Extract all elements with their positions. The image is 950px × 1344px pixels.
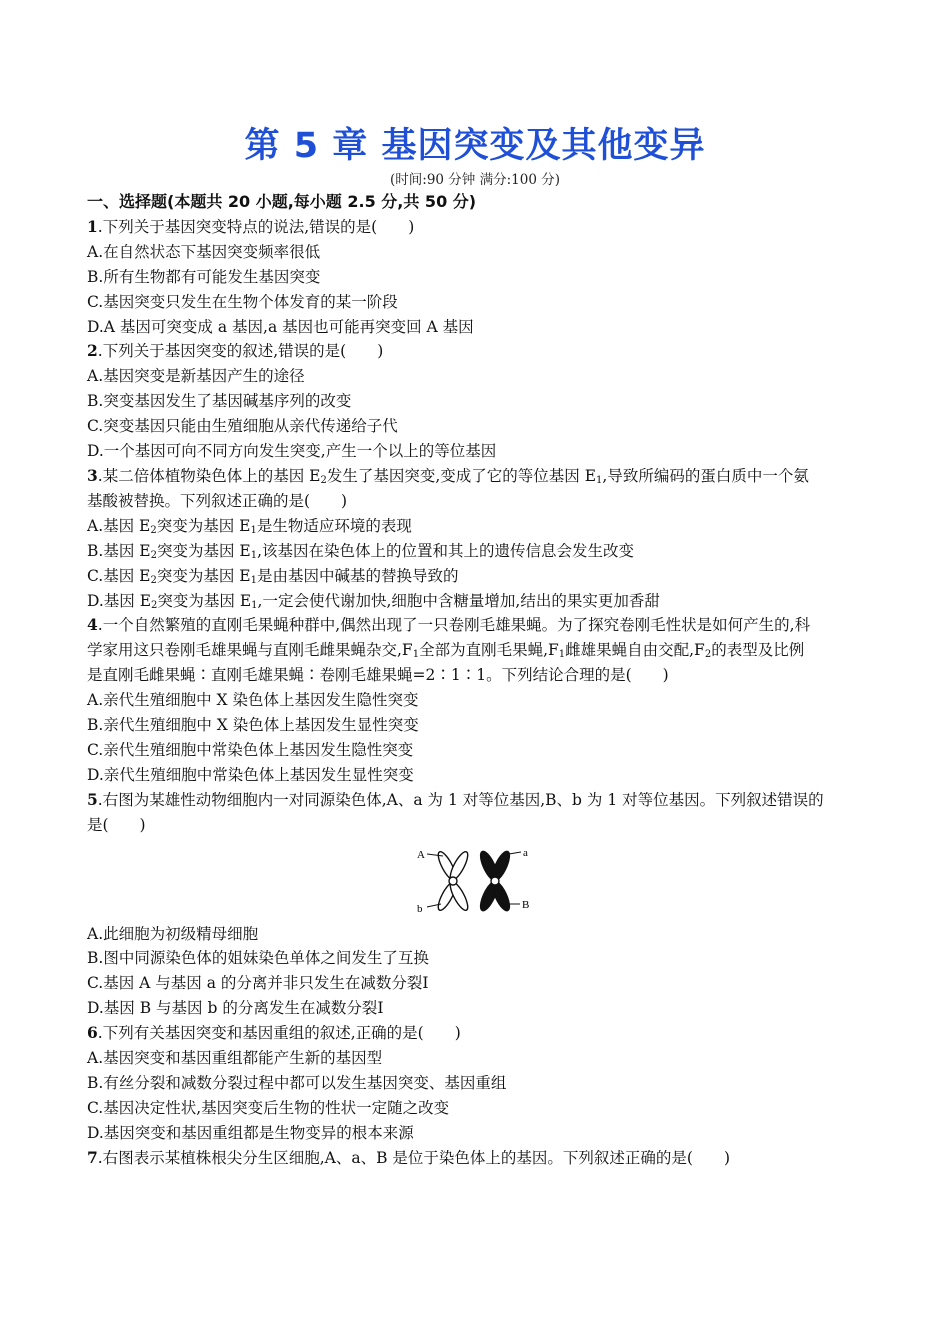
question-6-stem [87, 1021, 867, 1046]
gene-label-B: B [522, 898, 530, 911]
question-text: 基酸被替换。下列叙述正确的是( ) [87, 491, 348, 510]
option: C.基因 A 与基因 a 的分离并非只发生在减数分裂Ⅰ [87, 974, 429, 993]
section-heading: 一、选择题(本题共 20 小题,每小题 2.5 分,共 50 分) [87, 192, 477, 211]
question-text: 学家用这只卷刚毛雄果蝇与直刚毛雌果蝇杂交$,F_1$全部为直刚毛果蝇$,F_1$雌雄果蝇自由交配$,F_2$的表型及比例 [87, 641, 805, 661]
question-2-stem [87, 339, 867, 364]
option: A.此细胞为初级精母细胞 [87, 924, 259, 943]
question-text: .下列关于基因突变特点的说法,错误的是( ) [97, 217, 415, 236]
option: B.突变基因发生了基因碱基序列的改变 [87, 392, 352, 411]
option: D.一个基因可向不同方向发生突变,产生一个以上的等位基因 [87, 442, 497, 461]
option: D.亲代生殖细胞中常染色体上基因发生显性突变 [87, 765, 414, 784]
question-text: .右图表示某植株根尖分生区细胞,A、a、B 是位于染色体上的基因。下列叙述正确的是( ) [97, 1148, 730, 1167]
option: A.基因突变是新基因产生的途径 [87, 367, 305, 386]
question-text: 发生了基因突变,变成了它的等位基因 E [326, 466, 597, 485]
option: B.图中同源染色体的姐妹染色单体之间发生了互换 [87, 949, 429, 968]
question-number: 4 [87, 615, 98, 635]
gene-label-a: a [523, 846, 528, 859]
option: C.基因突变只发生在生物个体发育的某一阶段 [87, 292, 398, 311]
question-number: 6 [87, 1023, 98, 1043]
option: C.基因决定性状,基因突变后生物的性状一定随之改变 [87, 1098, 450, 1117]
gene-label-A: A [417, 848, 425, 861]
question-number: 3 [87, 465, 98, 485]
question-text: .右图为某雄性动物细胞内一对同源染色体,A、a 为 1 对等位基因,B、b 为 1 对等位基因。下列叙述错误的 [97, 790, 824, 809]
option: C.突变基因只能由生殖细胞从亲代传递给子代 [87, 417, 398, 436]
option: D.基因突变和基因重组都是生物变异的根本来源 [87, 1123, 414, 1142]
question-1-stem [87, 215, 867, 240]
option: C.亲代生殖细胞中常染色体上基因发生隐性突变 [87, 740, 414, 759]
question-text: 是直刚毛雌果蝇∶直刚毛雄果蝇∶卷刚毛雄果蝇=2∶1∶1。下列结论合理的是( ) [87, 666, 669, 685]
question-number: 1 [87, 216, 98, 236]
question-number: 2 [87, 341, 98, 361]
question-number: 7 [87, 1147, 98, 1167]
option: C.基因 $E_2$突变为基因 $E_1$是由基因中碱基的替换导致的 [87, 566, 459, 586]
subscript: 2 [320, 474, 327, 486]
option: B.基因 $E_2$突变为基因 $E_1$,该基因在染色体上的位置和其上的遗传信息会发生改变 [87, 541, 634, 561]
page-title: 第 5 章 基因突变及其他变异 [244, 126, 706, 166]
exam-time-info: (时间:90 分钟 满分:100 分) [390, 172, 560, 188]
option: A.亲代生殖细胞中 X 染色体上基因发生隐性突变 [87, 691, 419, 710]
option: B.有丝分裂和减数分裂过程中都可以发生基因突变、基因重组 [87, 1074, 507, 1092]
question-text: .一个自然繁殖的直刚毛果蝇种群中,偶然出现了一只卷刚毛雄果蝇。为了探究卷刚毛性状是如何产生的,科 [97, 616, 811, 635]
homologous-chromosomes-diagram [417, 846, 537, 916]
question-text: 是( ) [87, 815, 146, 834]
question-list [87, 190, 867, 1171]
subscript: 1 [596, 474, 603, 486]
question-text: .下列有关基因突变和基因重组的叙述,正确的是( ) [97, 1024, 461, 1043]
question-text: .某二倍体植物染色体上的基因 E [97, 466, 321, 485]
option: D.A 基因可突变成 a 基因,a 基因也可能再突变回 A 基因 [87, 317, 474, 336]
question-5-stem [87, 788, 867, 813]
gene-label-b: b [417, 902, 423, 915]
question-4-stem [87, 613, 867, 638]
question-number: 5 [87, 789, 98, 809]
option: D.基因 $E_2$突变为基因 $E_1$,一定会使代谢加快,细胞中含糖量增加,结出的果实更加香甜 [87, 591, 660, 611]
option: A.基因突变和基因重组都能产生新的基因型 [87, 1049, 383, 1068]
question-text: ,导致所编码的蛋白质中一个氨 [602, 466, 809, 485]
question-7-stem [87, 1146, 867, 1171]
chromosome-figure [87, 844, 867, 918]
question-3-stem [87, 464, 867, 489]
option: B.亲代生殖细胞中 X 染色体上基因发生显性突变 [87, 716, 419, 735]
option: A.基因 $E_2$突变为基因 $E_1$是生物适应环境的表现 [87, 516, 412, 536]
option: B.所有生物都有可能发生基因突变 [87, 267, 321, 286]
option: A.在自然状态下基因突变频率很低 [87, 242, 321, 261]
option: D.基因 B 与基因 b 的分离发生在减数分裂Ⅰ [87, 999, 384, 1018]
question-text: .下列关于基因突变的叙述,错误的是( ) [97, 342, 384, 361]
